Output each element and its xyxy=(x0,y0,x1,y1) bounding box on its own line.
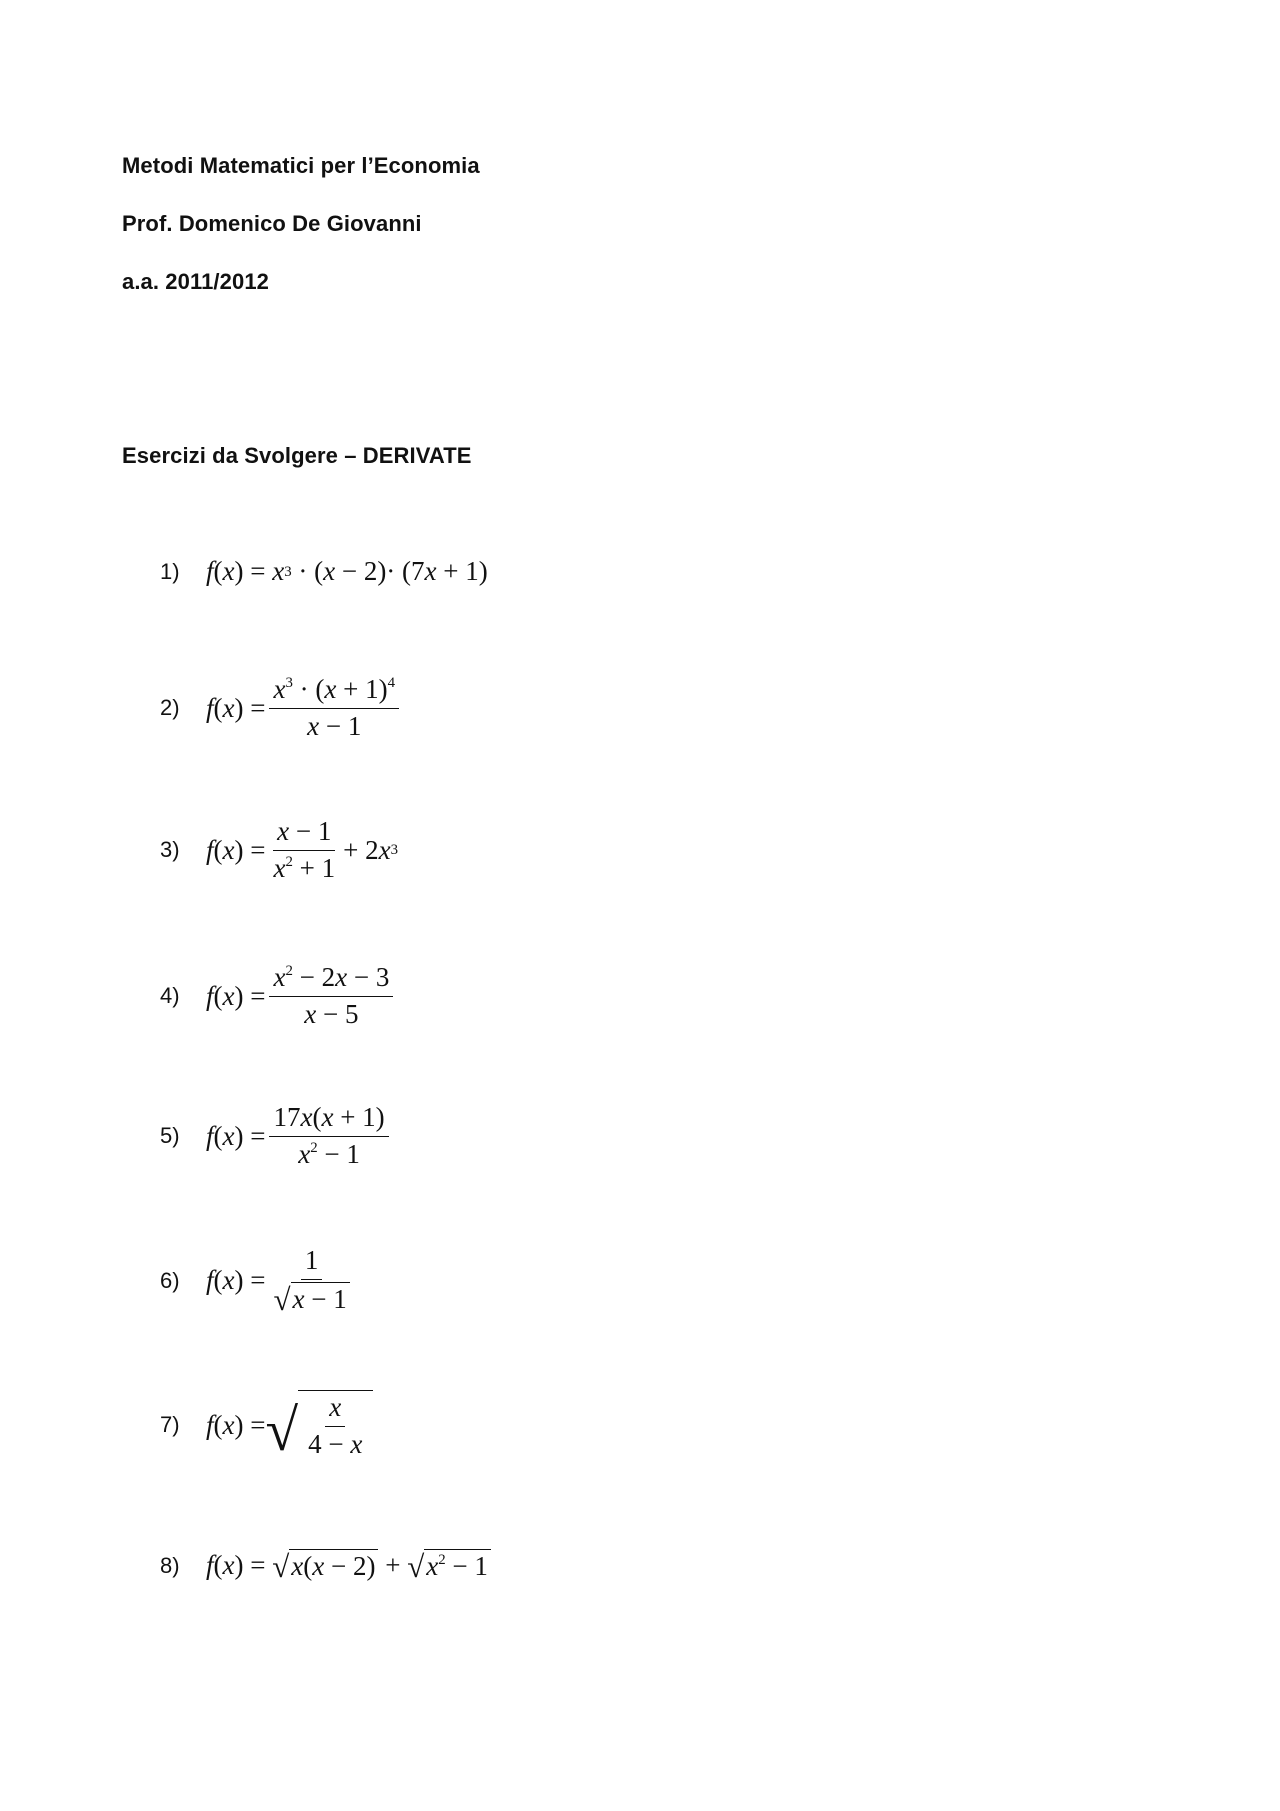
academic-year: a.a. 2011/2012 xyxy=(122,269,269,294)
exercise-4 xyxy=(160,962,397,1030)
formula-5: f ( x ) = $\frac{17x(x + 1)}{x^2 - 1}$ xyxy=(206,1102,393,1170)
exercise-number: 1) xyxy=(160,558,180,584)
formula-4: f ( x ) = $\frac{x^2 - 2x - 3}{x - 5}$ xyxy=(206,962,397,1030)
exercise-number: 7) xyxy=(160,1412,180,1437)
formula-8: f ( x ) = √ x(x − 2) + √ $x^2 - 1$ xyxy=(206,1549,491,1582)
exercise-5 xyxy=(160,1102,393,1170)
exercise-number: 8) xyxy=(160,1552,180,1578)
exercise-7 xyxy=(160,1390,373,1463)
exercise-2 xyxy=(160,674,403,742)
exercise-6 xyxy=(160,1245,358,1317)
formula-6: f ( x ) = 1 √ x − 1 xyxy=(206,1245,358,1317)
exercise-number: 4) xyxy=(160,983,180,1008)
formula-3: f ( x ) = $\frac{x - 1}{x^2 + 1}$ + 2 x 3 xyxy=(206,816,398,883)
formula-7: f ( x ) = √ $\frac{x}{4 - x}$ xyxy=(206,1390,373,1460)
section-title: Esercizi da Svolgere – DERIVATE xyxy=(122,443,472,468)
exercise-number: 3) xyxy=(160,837,180,862)
formula-1: f ( x ) = x 3 · ( x − 2)· (7 x + 1) xyxy=(206,556,488,586)
exercise-number: 6) xyxy=(160,1267,180,1293)
exercise-number: 2) xyxy=(160,695,180,720)
exercise-number: 5) xyxy=(160,1123,180,1148)
professor-name: Prof. Domenico De Giovanni xyxy=(122,211,422,236)
exercise-8 xyxy=(160,1549,491,1582)
formula-2: f ( x ) = $\frac{x^3 \cdot (x + 1)^4}{x - 1}$ xyxy=(206,674,403,742)
exercise-1 xyxy=(160,556,488,587)
course-title: Metodi Matematici per l’Economia xyxy=(122,153,480,178)
exercise-3 xyxy=(160,816,398,884)
